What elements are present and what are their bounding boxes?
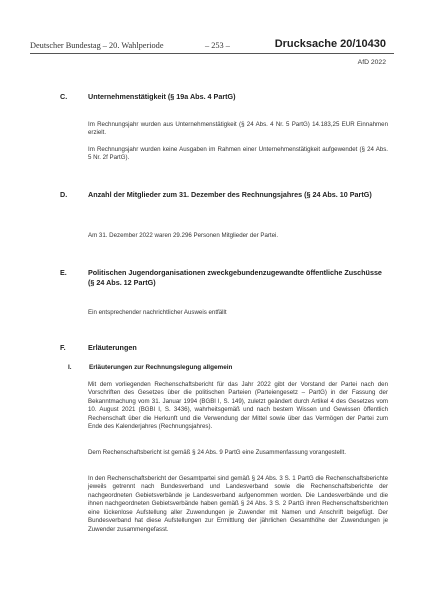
section-d-title: Anzahl der Mitglieder zum 31. Dezember des Rechnungsjahres (§ 24 Abs. 10 PartG) bbox=[88, 190, 372, 199]
header-page-number: – 253 – bbox=[205, 41, 230, 50]
section-e-heading bbox=[60, 268, 400, 292]
section-f-title: Erläuterungen bbox=[88, 343, 137, 352]
section-d-heading bbox=[60, 190, 400, 214]
section-f-heading bbox=[60, 343, 400, 355]
header-drucksache: Drucksache 20/10430 bbox=[274, 38, 386, 50]
subsection-i-label: I. bbox=[68, 364, 72, 371]
section-c-heading bbox=[60, 92, 400, 104]
section-c-label: C. bbox=[60, 92, 68, 101]
section-c-title: Unternehmenstätigkeit (§ 19a Abs. 4 PartG) bbox=[88, 92, 236, 101]
section-d-paragraph-1: Am 31. Dezember 2022 waren 29.296 Personen Mitglieder der Partei. bbox=[88, 232, 279, 239]
section-e-title: Politischen Jugendorganisationen zweckgebundenzugewandte öffentliche Zuschüsse (§ 24 Abs. 12 PartG) bbox=[88, 268, 382, 287]
header-parliament: Deutscher Bundestag – 20. Wahlperiode bbox=[30, 41, 164, 50]
section-e-paragraph-1: Ein entsprechender nachrichtlicher Ausweis entfällt bbox=[88, 309, 227, 316]
section-f-label: F. bbox=[60, 343, 66, 352]
subsection-i-title: Erläuterungen zur Rechnungslegung allgemein bbox=[89, 364, 233, 371]
section-f-paragraph-3: In den Rechenschaftsbericht der Gesamtpartei sind gemäß § 24 Abs. 3 S. 1 PartG die Rechenschaftsberichte jeweils getrennt nach Bundesverband und Landesverband sowie die Rechenschaftsberichte der nachgeordneten Gebietsverbände je Landesverband aufgenommen worden. Die Landesverbände und die ihnen nachgeordneten Gebietsverbände haben gemäß § 24 Abs. 3 S. 2 PartG ihren Rechenschaftsberichten eine lückenlose Aufstellung aller Zuwendungen je Zuwender mit Namen und Anschrift beigefügt. Der Bundesverband hat diese Aufstellungen zur Ermittlung der jährlichen Gesamthöhe der Zuwendungen je Zuwender zusammengefasst. bbox=[88, 475, 388, 533]
section-d-label: D. bbox=[60, 190, 68, 199]
header-rule bbox=[30, 53, 394, 54]
section-f-paragraph-1: Mit dem vorliegenden Rechenschaftsbericht für das Jahr 2022 gibt der Vorstand der Partei nach den Vorschriften des Gesetzes über die politischen Parteien (Parteiengesetz – PartG) in der Fassung der Bekanntmachung vom 31. Januar 1994 (BGBl I, S. 149), zuletzt geändert durch Artikel 4 des Gesetzes vom 10. August 2021 (BGBl I, S. 3436), wahrheitsgemäß und nach bestem Wissen und Gewissen öffentlich Rechenschaft über die Herkunft und die Verwendung der Mittel sowie über das Vermögen der Partei zum Ende des Kalenderjahres (Rechnungsjahres). bbox=[88, 381, 388, 431]
section-f-paragraph-2: Dem Rechenschaftsbericht ist gemäß § 24 Abs. 9 PartG eine Zusammenfassung vorangestellt. bbox=[88, 449, 347, 456]
section-e-label: E. bbox=[60, 268, 67, 277]
header-party-year: AfD 2022 bbox=[357, 59, 386, 66]
section-c-paragraph-2: Im Rechnungsjahr wurden keine Ausgaben im Rahmen einer Unternehmenstätigkeit aufgewendet (§ 24 Abs. 5 Nr. 2f PartG). bbox=[88, 146, 388, 162]
section-c-paragraph-1: Im Rechnungsjahr wurden aus Unternehmenstätigkeit (§ 24 Abs. 4 Nr. 5 PartG) 14.183,25 EUR Einnahmen erzielt. bbox=[88, 121, 388, 137]
